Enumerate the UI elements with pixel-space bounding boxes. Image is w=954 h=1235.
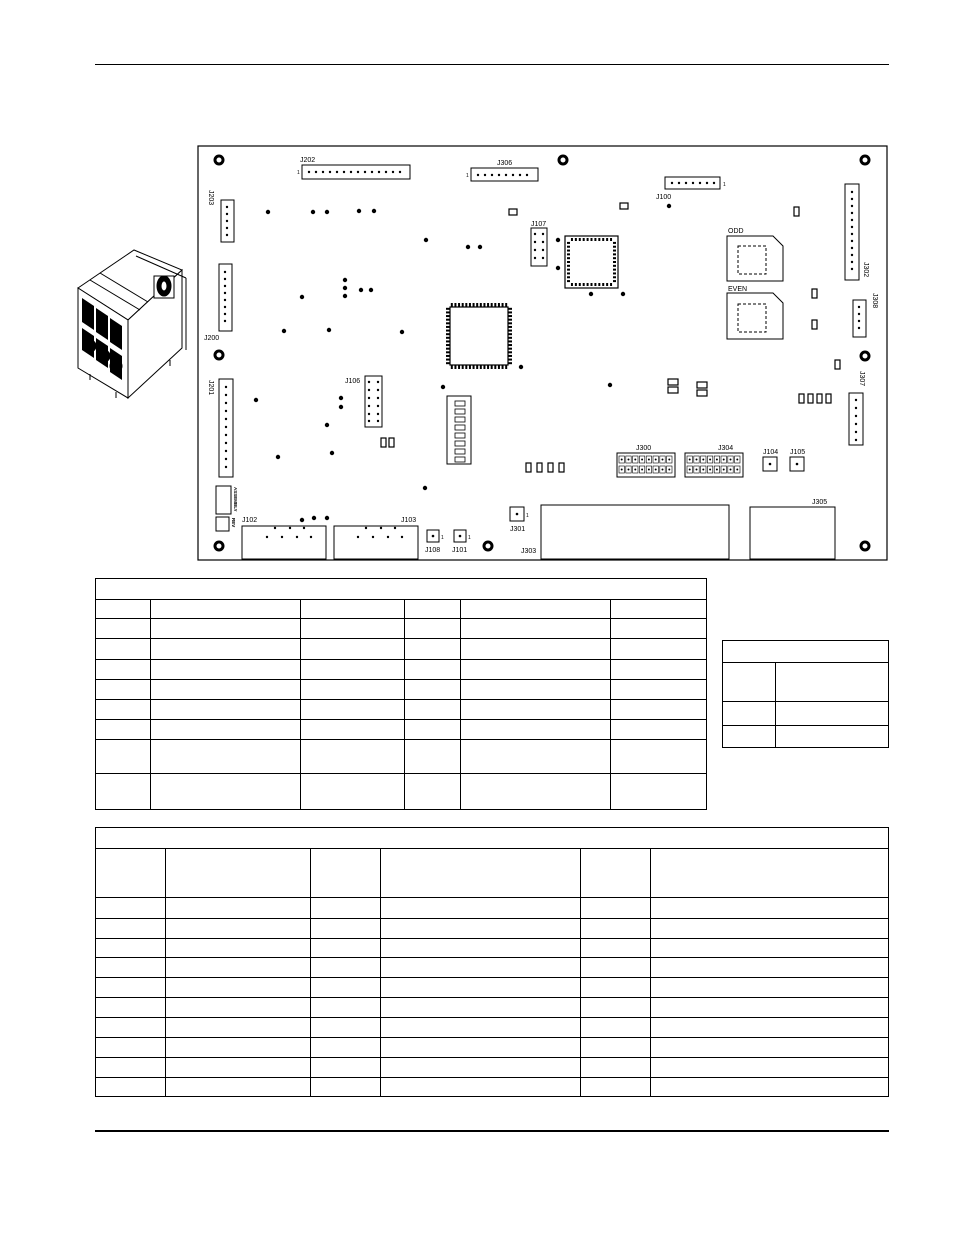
header-pin-dot (668, 459, 670, 461)
connector-j104 (763, 449, 778, 471)
header-pin-dot (709, 469, 711, 471)
header-pin-dot (621, 459, 623, 461)
j104-label: J104 (763, 449, 779, 456)
header-pin-dot (716, 459, 718, 461)
j108-label: J108 (425, 547, 441, 554)
pin-one-mark: 1 (441, 535, 444, 541)
even-socket (727, 286, 783, 339)
header-pin-dot (628, 469, 630, 471)
j105-label: J105 (790, 449, 806, 456)
j306-label: J306 (497, 160, 513, 167)
header-pin-dot (662, 459, 664, 461)
j102-label: J102 (242, 517, 258, 524)
mounting-hole (484, 542, 492, 550)
pcb-board-outline (198, 146, 887, 560)
assembly-box (216, 486, 238, 514)
header-pin-dot (689, 459, 691, 461)
header-pin-dot (736, 469, 738, 471)
mounting-hole (215, 542, 223, 550)
header-pin-dot (628, 459, 630, 461)
j100-label: J100 (656, 194, 672, 201)
pin-table-small (722, 640, 889, 748)
j202-label: J202 (300, 157, 316, 164)
j308-label: J308 (871, 293, 878, 309)
header-pin-dot (689, 469, 691, 471)
mounting-hole (861, 352, 869, 360)
pin-one-mark: 1 (723, 182, 726, 188)
j302-label: J302 (862, 262, 869, 278)
header-pin-dot (730, 459, 732, 461)
header-pin-dot (723, 459, 725, 461)
connector-j305 (750, 499, 835, 559)
pin-one-mark: 1 (297, 170, 300, 176)
header-pin-dot (634, 469, 636, 471)
header-pin-dot (730, 469, 732, 471)
j300-label: J300 (636, 445, 652, 452)
pin-one-mark: 1 (468, 535, 471, 541)
pin-table-upper (95, 578, 707, 810)
j301-label: J301 (510, 526, 526, 533)
j103-label: J103 (401, 517, 417, 524)
header-pin-dot (641, 459, 643, 461)
j307-label: J307 (858, 371, 865, 387)
j304-label: J304 (718, 445, 734, 452)
j201-label: J201 (207, 380, 214, 396)
pin-table-lower (95, 827, 889, 1097)
connector-j105 (790, 449, 805, 471)
header-pin-dot (655, 469, 657, 471)
rev-label: REV (231, 518, 236, 528)
mounting-hole (861, 542, 869, 550)
header-pin-dot (696, 459, 698, 461)
processor-chip (446, 303, 512, 369)
power-supply-illustration (78, 250, 186, 398)
plcc-chip (565, 236, 618, 288)
header-pin-dot (709, 459, 711, 461)
header-pin-dot (702, 469, 704, 471)
header-pin-dot (621, 469, 623, 471)
mounting-hole (559, 156, 567, 164)
header-pin-dot (696, 469, 698, 471)
pin-one-mark: 1 (526, 513, 529, 519)
header-pin-dot (662, 469, 664, 471)
header-pin-dot (655, 459, 657, 461)
header-pin-dot (641, 469, 643, 471)
odd-label: ODD (728, 228, 744, 235)
j200-label: J200 (204, 335, 220, 342)
header-pin-dot (723, 469, 725, 471)
pin-one-mark: 1 (466, 173, 469, 179)
j101-label: J101 (452, 547, 468, 554)
mounting-hole (215, 351, 223, 359)
j303-label: J303 (521, 548, 537, 555)
j305-label: J305 (812, 499, 828, 506)
j107-label: J107 (531, 221, 547, 228)
j106-label: J106 (345, 378, 361, 385)
dip-switch (447, 396, 471, 464)
mounting-hole (215, 156, 223, 164)
header-pin-dot (634, 459, 636, 461)
connector-j303 (521, 505, 729, 559)
connector-j107 (531, 221, 547, 266)
header-pin-dot (702, 459, 704, 461)
j203-label: J203 (207, 190, 214, 206)
header-pin-dot (716, 469, 718, 471)
assembly-label: ASSEMBLY (233, 487, 238, 512)
header-pin-dot (648, 469, 650, 471)
header-pin-dot (736, 459, 738, 461)
header-pin-dot (668, 469, 670, 471)
even-label: EVEN (728, 286, 748, 293)
mounting-hole (861, 156, 869, 164)
header-pin-dot (648, 459, 650, 461)
